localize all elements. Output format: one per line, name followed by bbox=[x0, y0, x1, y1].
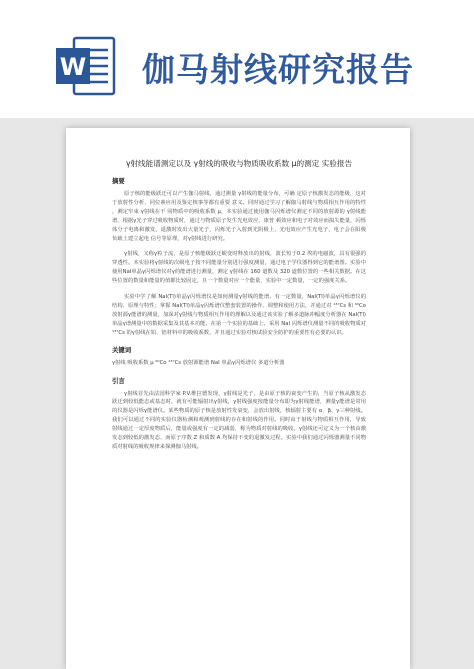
intro-heading: 引言 bbox=[112, 376, 125, 385]
keywords-heading: 关键词 bbox=[112, 345, 132, 354]
document-page bbox=[66, 128, 410, 669]
keywords-text: γ射线 吸收系数 μ ⁶⁰Co ¹³⁷Cs 放射源能谱 NaI 单晶γ闪烁谱仪 多道分析器 bbox=[112, 359, 285, 366]
document-title: γ射线能谱测定以及 γ射线的吸收与物质吸收系数 μ的测定 实验报告 bbox=[125, 159, 353, 168]
banner bbox=[0, 0, 474, 118]
abstract-paragraph-3: 实验中学了解 NaI(Tl)单晶γ闪烁谱仪是如何测量γ射线的能谱，有一定数量，NaI(Tl)单晶γ闪烁谱仪的结构、原理与特性；掌握 NaI(Tl)单晶γ闪烁谱仪整套装置的操作、调整和使用方法，并通过对 ¹³⁷Cs 和 ⁶⁰Co 放射源γ能谱的测量，加深对γ射线与物质相互作用的理解以及通过该实验了解多道脉冲幅度分析器在 NaI(Tl)单晶γ谱测量中的数据采集及其基本功能。在第一个实验的基础上，采用 NaI 闪烁谱仪测量不同的吸收物质对 ¹³⁷Cs 的γ射线在铅、铝材料中的吸收系数，并且通过实验对核试验安全防护的重要性有必要的认识。 bbox=[112, 294, 366, 336]
document-content bbox=[112, 158, 366, 459]
word-logo-letter: W bbox=[59, 53, 87, 81]
banner-title: 伽马射线研究报告 bbox=[142, 50, 414, 89]
abstract-paragraph-2: γ射线，又称γ粒子流，是原子核能级跃迁蜕变时释放出的射线，波长短于0.2 埃的电磁波，具有很强的穿透性。本实验将γ射线的次级电子按不同能量分别进行强度测量，通过电子学仪器得到它的能谱图。实验中使用NaI单晶γ闪烁谱仪对γ的能谱进行测量，测定 γ射线在 160 道数及 320 道数位置的一些相关数据。在这些位置的数量和能量的值都比较固定，且一个数量对应一个能量，实验中一定数量，一定的强度关系。 bbox=[112, 251, 366, 285]
abstract-paragraph-1: 原子核的能级跃迁可以产生伽马射线，通过测量 γ射线的能量分布，可确 定原子核激发态的能级，这对于放射性分析、同位素应用及鉴定核事等都有重要 意义。同时通过学习了解伽马射线与物质相互作用的特性 ，测定窄束 γ射线在不 同物质中的吸收系数 μ，本实验通过使用伽马闪烁谱仪测定不同的放射源的 γ射线能谱，根据γ光子穿过吸收物质时，通过与物质原子发生光电效应、康普 顿效应和电子对效应而损失能量，闪烁体分子电离和激发，退激时发出大量光子，闪烁光子入射到光阴极上，光电效应产生光电子，电子会在阳极负载上建立起电 信号等原理，对γ射线进行研究。 bbox=[112, 191, 366, 242]
word-document-icon bbox=[54, 34, 116, 98]
abstract-heading: 摘要 bbox=[112, 177, 125, 185]
intro-paragraph: γ射线首先由法国科学家 P.V.维拉德发现，γ射线是光子，是由原子核的衰变产生的，当原子核从激发态跃迁到较低能态或基态时，就有可能辐射出γ射线，γ射线强度按能量分布即为γ射线能谱，测量γ能谱是常用的仪器是闪烁γ能谱仪。某些物质的原子核是放射性发衰变，会放出射线，核辐射主要有 α、β、γ三种射线。我们可以通过不同的实验仪器检测和观测到射线的存在和射线的作用。同时由于射线与物质相互作用，导致射线通过一定厚度物质后，能量或强度有一定的减弱，称为物质对射线的吸收。γ射线还可定义为一个核由激发态到较低的激发态、而原子序数 Z 和质数 A 均保持不变的退激发过程。实验中我们通过闪烁器测量不同物质对射线的吸收规律来探测伽马射线。 bbox=[112, 390, 366, 450]
